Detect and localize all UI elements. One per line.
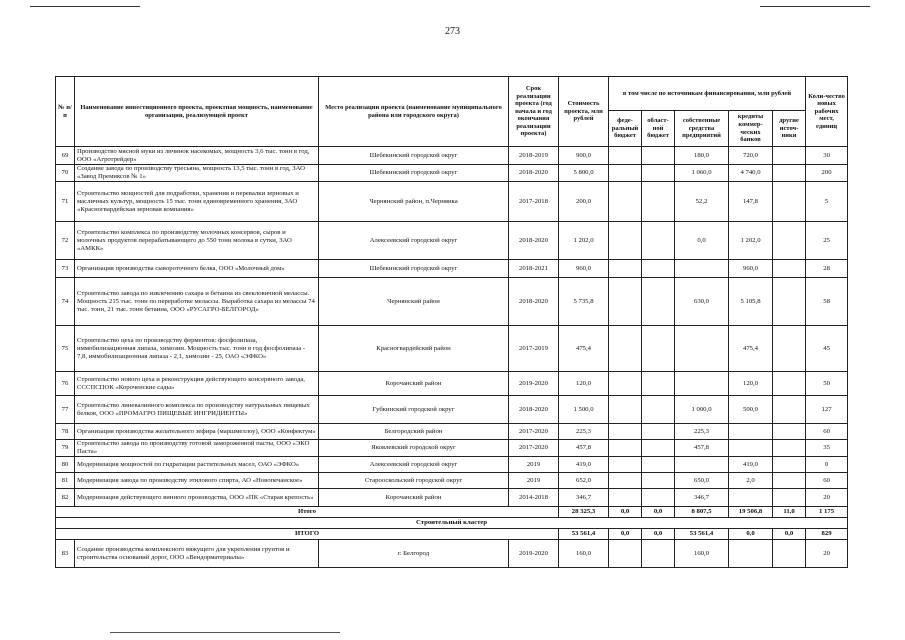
row-term: 2014-2018 bbox=[509, 489, 559, 507]
row-jobs: 28 bbox=[806, 260, 848, 278]
row-term: 2019-2020 bbox=[509, 372, 559, 396]
row-num: 75 bbox=[56, 326, 75, 372]
row-other bbox=[773, 489, 806, 507]
row-place: Алексеевский городской округ bbox=[319, 222, 509, 260]
grand-total-own: 53 561,4 bbox=[675, 529, 729, 540]
row-federal bbox=[609, 540, 642, 568]
row-term: 2019-2020 bbox=[509, 540, 559, 568]
row-federal bbox=[609, 147, 642, 165]
row-place: Яковлевский городской округ bbox=[319, 440, 509, 457]
row-other bbox=[773, 147, 806, 165]
row-other bbox=[773, 326, 806, 372]
row-jobs: 58 bbox=[806, 278, 848, 326]
total-label: Итого bbox=[56, 507, 559, 518]
table-row bbox=[56, 182, 848, 222]
row-project-name: Производство мясной муки из личинок насекомых, мощность 3,6 тыс. тонн в год, ООО «Агротрейдер» bbox=[75, 147, 319, 165]
row-num: 72 bbox=[56, 222, 75, 260]
row-place: Шебекинский городской округ bbox=[319, 165, 509, 182]
row-regional bbox=[642, 222, 675, 260]
row-cost: 200,0 bbox=[559, 182, 609, 222]
row-regional bbox=[642, 182, 675, 222]
row-project-name: Строительство завода по производству готовой замороженной пасты, ООО «ЭКО Паста» bbox=[75, 440, 319, 457]
table-row bbox=[56, 222, 848, 260]
row-num: 76 bbox=[56, 372, 75, 396]
row-term: 2017-2019 bbox=[509, 326, 559, 372]
row-place: Губкинский городской округ bbox=[319, 396, 509, 424]
row-federal bbox=[609, 372, 642, 396]
row-project-name: Модернизация мощностей по гидратации растительных масел, ОАО «ЭФКО» bbox=[75, 457, 319, 473]
row-place: Алексеевский городской округ bbox=[319, 457, 509, 473]
total-credits: 19 506,8 bbox=[729, 507, 773, 518]
row-place: Чернянский район, п.Чернянка bbox=[319, 182, 509, 222]
row-credits: 419,0 bbox=[729, 457, 773, 473]
row-other bbox=[773, 424, 806, 440]
header-num: № п/п bbox=[56, 77, 75, 147]
row-regional bbox=[642, 165, 675, 182]
header-project-name: Наименование инвестиционного проекта, проектная мощность, наименование организации, реализующей проект bbox=[75, 77, 319, 147]
row-place: Шебекинский городской округ bbox=[319, 260, 509, 278]
section-row bbox=[56, 518, 848, 529]
row-project-name: Создание производства комплексного вяжущего для укрепления грунтов и строительства оснований дорог, ООО «Вендорматериалы» bbox=[75, 540, 319, 568]
row-own bbox=[675, 260, 729, 278]
row-federal bbox=[609, 165, 642, 182]
table-row bbox=[56, 473, 848, 489]
row-num: 70 bbox=[56, 165, 75, 182]
row-jobs: 60 bbox=[806, 424, 848, 440]
row-jobs: 127 bbox=[806, 396, 848, 424]
row-credits: 960,0 bbox=[729, 260, 773, 278]
row-cost: 5 735,8 bbox=[559, 278, 609, 326]
row-project-name: Модернизация завода по производству этилового спирта, АО «Новопечанское» bbox=[75, 473, 319, 489]
header-other: другие источ-ники bbox=[773, 111, 806, 147]
row-own: 0,0 bbox=[675, 222, 729, 260]
row-term: 2017-2020 bbox=[509, 440, 559, 457]
row-place: Шебекинский городской округ bbox=[319, 147, 509, 165]
row-term: 2018-2020 bbox=[509, 165, 559, 182]
header-term: Срок реализации проекта (год начала и год окончания реализации проекта) bbox=[509, 77, 559, 147]
row-num: 78 bbox=[56, 424, 75, 440]
row-other bbox=[773, 372, 806, 396]
row-own: 630,0 bbox=[675, 278, 729, 326]
row-num: 73 bbox=[56, 260, 75, 278]
row-jobs: 5 bbox=[806, 182, 848, 222]
row-jobs: 30 bbox=[806, 147, 848, 165]
total-federal: 0,0 bbox=[609, 507, 642, 518]
row-place: Корочанский район bbox=[319, 372, 509, 396]
top-border-line bbox=[760, 6, 870, 7]
grand-total-jobs: 829 bbox=[806, 529, 848, 540]
row-own: 650,0 bbox=[675, 473, 729, 489]
row-other bbox=[773, 222, 806, 260]
table-row bbox=[56, 278, 848, 326]
row-project-name: Строительство завода по извлечению сахара и бетаина из свекловичной мелассы. Мощность 215 тыс. тонн по переработке мелассы. Выработка сахара из мелассы 74 тыс. тонн, 21 тыс. тонн бетаина, ООО «РУСАГРО-БЕЛГОРОД» bbox=[75, 278, 319, 326]
row-num: 71 bbox=[56, 182, 75, 222]
row-num: 69 bbox=[56, 147, 75, 165]
row-credits bbox=[729, 489, 773, 507]
row-credits: 4 740,0 bbox=[729, 165, 773, 182]
top-border-line bbox=[30, 6, 140, 7]
grand-total-other: 0,0 bbox=[773, 529, 806, 540]
row-num: 83 bbox=[56, 540, 75, 568]
table-row bbox=[56, 440, 848, 457]
row-federal bbox=[609, 457, 642, 473]
row-term: 2018-2019 bbox=[509, 147, 559, 165]
row-place: Красногвардейский район bbox=[319, 326, 509, 372]
bottom-cut-line bbox=[110, 632, 340, 633]
row-term: 2017-2018 bbox=[509, 182, 559, 222]
row-federal bbox=[609, 440, 642, 457]
row-credits: 500,0 bbox=[729, 396, 773, 424]
row-federal bbox=[609, 278, 642, 326]
table-row bbox=[56, 147, 848, 165]
table-row bbox=[56, 424, 848, 440]
row-credits: 475,4 bbox=[729, 326, 773, 372]
grand-total-row bbox=[56, 529, 848, 540]
row-federal bbox=[609, 489, 642, 507]
row-credits: 1 202,0 bbox=[729, 222, 773, 260]
grand-total-cost: 53 561,4 bbox=[559, 529, 609, 540]
row-credits bbox=[729, 540, 773, 568]
row-credits: 147,8 bbox=[729, 182, 773, 222]
header-own: собственные средства предприятий bbox=[675, 111, 729, 147]
row-num: 81 bbox=[56, 473, 75, 489]
row-term: 2018-2020 bbox=[509, 222, 559, 260]
row-place: Старооскольский городской округ bbox=[319, 473, 509, 489]
row-place: Чернянский район bbox=[319, 278, 509, 326]
row-federal bbox=[609, 260, 642, 278]
table-row bbox=[56, 165, 848, 182]
row-jobs: 20 bbox=[806, 540, 848, 568]
row-regional bbox=[642, 396, 675, 424]
row-cost: 225,3 bbox=[559, 424, 609, 440]
row-other bbox=[773, 457, 806, 473]
row-regional bbox=[642, 372, 675, 396]
row-cost: 346,7 bbox=[559, 489, 609, 507]
row-project-name: Строительство цеха по производству ферментов: фосфолипаза, иммобилизационная липаза, химозин. Мощность тыс. тонн в год фосфолипаза - 7,8, иммобилизационная липаза - 2,1, химозин - 25, ОАО «ЭФКО» bbox=[75, 326, 319, 372]
row-own: 346,7 bbox=[675, 489, 729, 507]
row-project-name: Модернизация действующего винного производства, ООО «ПК «Старая крепость» bbox=[75, 489, 319, 507]
row-cost: 160,0 bbox=[559, 540, 609, 568]
row-own: 160,0 bbox=[675, 540, 729, 568]
row-credits: 2,0 bbox=[729, 473, 773, 489]
page-number: 273 bbox=[445, 26, 460, 37]
header-credits: кредиты коммер-ческих банков bbox=[729, 111, 773, 147]
row-jobs: 200 bbox=[806, 165, 848, 182]
row-jobs: 35 bbox=[806, 440, 848, 457]
row-regional bbox=[642, 489, 675, 507]
row-regional bbox=[642, 457, 675, 473]
row-project-name: Строительство линевалинного комплекса по производству натуральных пищевых белков, ООО «ПРОМАГРО ПИЩЕВЫЕ ИНГРИДИЕНТЫ» bbox=[75, 396, 319, 424]
row-credits bbox=[729, 440, 773, 457]
row-cost: 475,4 bbox=[559, 326, 609, 372]
total-own: 8 807,5 bbox=[675, 507, 729, 518]
row-jobs: 25 bbox=[806, 222, 848, 260]
table-row bbox=[56, 489, 848, 507]
row-regional bbox=[642, 147, 675, 165]
total-other: 11,0 bbox=[773, 507, 806, 518]
header-federal: феде-ральный бюджет bbox=[609, 111, 642, 147]
row-num: 79 bbox=[56, 440, 75, 457]
row-credits: 720,0 bbox=[729, 147, 773, 165]
total-cost: 28 325,3 bbox=[559, 507, 609, 518]
row-jobs: 50 bbox=[806, 372, 848, 396]
row-own: 1 000,0 bbox=[675, 396, 729, 424]
row-other bbox=[773, 278, 806, 326]
row-term: 2018-2021 bbox=[509, 260, 559, 278]
row-federal bbox=[609, 182, 642, 222]
grand-total-federal: 0,0 bbox=[609, 529, 642, 540]
table-row bbox=[56, 260, 848, 278]
table-row bbox=[56, 372, 848, 396]
row-other bbox=[773, 260, 806, 278]
header-regional: област-ной бюджет bbox=[642, 111, 675, 147]
row-num: 74 bbox=[56, 278, 75, 326]
row-regional bbox=[642, 326, 675, 372]
row-regional bbox=[642, 440, 675, 457]
row-own bbox=[675, 326, 729, 372]
row-num: 82 bbox=[56, 489, 75, 507]
row-term: 2018-2020 bbox=[509, 396, 559, 424]
row-other bbox=[773, 396, 806, 424]
row-other bbox=[773, 182, 806, 222]
row-project-name: Строительство нового цеха и реконструкция действующего консервного завода, СССПСПОК «Короченские сады» bbox=[75, 372, 319, 396]
row-own: 52,2 bbox=[675, 182, 729, 222]
row-regional bbox=[642, 278, 675, 326]
row-credits: 5 105,8 bbox=[729, 278, 773, 326]
row-other bbox=[773, 165, 806, 182]
row-other bbox=[773, 440, 806, 457]
header-cost: Стоимость проекта, млн рублей bbox=[559, 77, 609, 147]
row-term: 2019 bbox=[509, 473, 559, 489]
row-regional bbox=[642, 473, 675, 489]
row-jobs: 20 bbox=[806, 489, 848, 507]
row-cost: 5 800,0 bbox=[559, 165, 609, 182]
row-cost: 457,8 bbox=[559, 440, 609, 457]
row-cost: 900,0 bbox=[559, 147, 609, 165]
row-project-name: Организация производства сывороточного белка, ООО «Молочный дом» bbox=[75, 260, 319, 278]
row-num: 77 bbox=[56, 396, 75, 424]
row-federal bbox=[609, 473, 642, 489]
header-sources: в том числе по источникам финансирования, млн рублей bbox=[609, 77, 806, 111]
row-project-name: Создание завода по производству тресьяна, мощность 13,5 тыс. тонн в год, ЗАО «Завод Премиксов № 1» bbox=[75, 165, 319, 182]
total-regional: 0,0 bbox=[642, 507, 675, 518]
row-project-name: Организация производства желательного зефира (маршмеллоу), ООО «Конфектум» bbox=[75, 424, 319, 440]
row-place: г. Белгород bbox=[319, 540, 509, 568]
section-title: Строительный кластер bbox=[56, 518, 848, 529]
row-jobs: 0 bbox=[806, 457, 848, 473]
row-own bbox=[675, 457, 729, 473]
row-term: 2019 bbox=[509, 457, 559, 473]
row-federal bbox=[609, 424, 642, 440]
row-federal bbox=[609, 326, 642, 372]
row-federal bbox=[609, 222, 642, 260]
row-credits bbox=[729, 424, 773, 440]
row-cost: 419,0 bbox=[559, 457, 609, 473]
grand-total-credits: 0,0 bbox=[729, 529, 773, 540]
row-regional bbox=[642, 260, 675, 278]
row-term: 2018-2020 bbox=[509, 278, 559, 326]
row-cost: 120,0 bbox=[559, 372, 609, 396]
row-jobs: 60 bbox=[806, 473, 848, 489]
investment-projects-table bbox=[55, 76, 848, 568]
row-regional bbox=[642, 424, 675, 440]
row-project-name: Строительство мощностей для подработки, хранения и перевалки зерновых и масличных культур, мощность 15 тыс. тонн единовременного хранения, ЗАО «Красногвардейская зерновая компания» bbox=[75, 182, 319, 222]
row-other bbox=[773, 540, 806, 568]
row-regional bbox=[642, 540, 675, 568]
total-row bbox=[56, 507, 848, 518]
row-cost: 1 500,0 bbox=[559, 396, 609, 424]
row-jobs: 45 bbox=[806, 326, 848, 372]
row-own: 180,0 bbox=[675, 147, 729, 165]
grand-total-regional: 0,0 bbox=[642, 529, 675, 540]
row-own: 225,3 bbox=[675, 424, 729, 440]
header-place: Место реализации проекта (наименование муниципального района или городского округа) bbox=[319, 77, 509, 147]
table-row bbox=[56, 540, 848, 568]
row-place: Белгородский район bbox=[319, 424, 509, 440]
total-jobs: 1 175 bbox=[806, 507, 848, 518]
table-row bbox=[56, 457, 848, 473]
row-own bbox=[675, 372, 729, 396]
row-own: 457,8 bbox=[675, 440, 729, 457]
table-row bbox=[56, 396, 848, 424]
row-num: 80 bbox=[56, 457, 75, 473]
row-own: 1 060,0 bbox=[675, 165, 729, 182]
row-cost: 1 202,0 bbox=[559, 222, 609, 260]
header-jobs: Коли-чество новых рабочих мест, единиц bbox=[806, 77, 848, 147]
row-term: 2017-2020 bbox=[509, 424, 559, 440]
row-federal bbox=[609, 396, 642, 424]
row-cost: 652,0 bbox=[559, 473, 609, 489]
row-other bbox=[773, 473, 806, 489]
row-cost: 960,0 bbox=[559, 260, 609, 278]
row-place: Корочанский район bbox=[319, 489, 509, 507]
table-row bbox=[56, 326, 848, 372]
row-project-name: Строительство комплекса по производству молочных консервов, сыров и молочных продуктов перерабатывающего до 550 тонн молока в сутки, ЗАО «АМКК» bbox=[75, 222, 319, 260]
grand-total-label: ИТОГО bbox=[56, 529, 559, 540]
row-credits: 120,0 bbox=[729, 372, 773, 396]
